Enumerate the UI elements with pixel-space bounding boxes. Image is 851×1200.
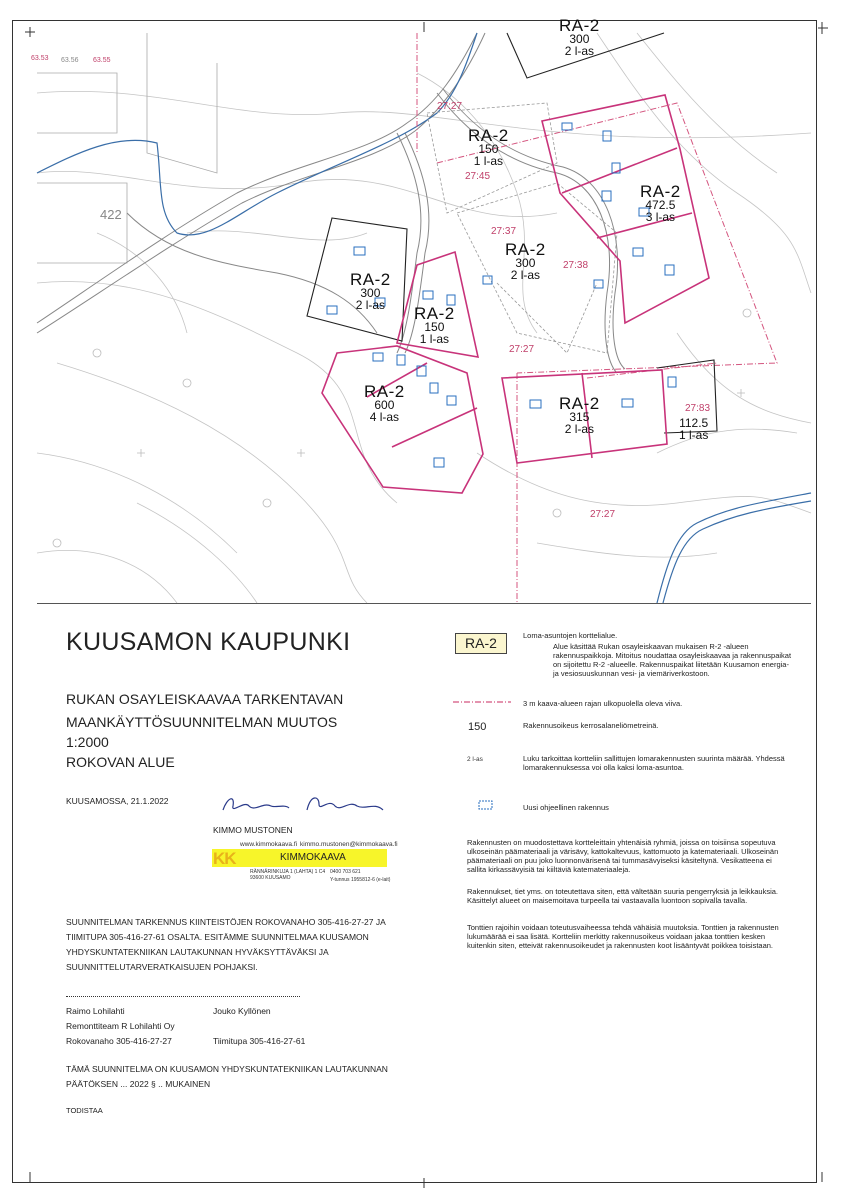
legend-units-sample: 2 l-as — [467, 756, 483, 763]
owner-2-property: Tiimitupa 305-416-27-61 — [213, 1036, 306, 1046]
parcel-code: 27:37 — [491, 226, 517, 237]
legend-area-sample: 150 — [468, 721, 487, 733]
zone-label[interactable]: RA-2 300 2 l-as — [350, 270, 391, 312]
map-area[interactable] — [31, 16, 811, 603]
company-name: KIMMOKAAVA — [280, 852, 346, 863]
elevation-2: 63.56 — [61, 57, 79, 64]
legend-ra2-title: Loma-asuntojen korttelialue. — [523, 631, 618, 640]
map-bottom-line — [37, 603, 811, 604]
note-3: Tonttien rajoihin voidaan toteutusvaiheessa tehdä vähäisiä muutoksia. Tonttien ja rakennusten lukumäärää ei saa lisätä. Kortteliin merkitty rakennusoikeus voidaan jakaa tonttien kesken kuitenkin siten, etteivät rakennusoikeudet ja rakennusten koot lisääntyvät poikkea toisistaan. — [467, 923, 779, 950]
company-address-2: 93600 KUUSAMO — [250, 875, 291, 881]
owner-1-property: Rokovanaho 305-416-27-27 — [66, 1036, 172, 1046]
statement-line-2: TIIMITUPA 305-416-27-61 OSALTA. ESITÄMME SUUNNITELMAA KUUSAMON — [66, 932, 369, 942]
company-logo: KK — [213, 849, 236, 868]
elevation-3: 63.55 — [93, 57, 111, 64]
owner-2-name: Jouko Kyllönen — [213, 1006, 271, 1016]
zone-label[interactable]: RA-2 150 1 l-as — [468, 126, 509, 168]
city-title: KUUSAMON KAUPUNKI — [66, 628, 351, 656]
plan-scale: 1:2000 — [66, 734, 109, 750]
zone-label[interactable]: RA-2 300 2 l-as — [559, 16, 600, 58]
zone-label[interactable]: RA-2 150 1 l-as — [414, 304, 455, 346]
legend-ra2-desc: Alue käsittää Rukan osayleiskaavan mukaisen R-2 -alueen rakennuspaikkoja. Mitoitus noudattaa osayleiskaavaa ja rakennuspaikat on sijoitettu R-2 -alueelle. Rakennuspaikat liitetään Kuusamon energia- ja vesiosuuskunnan vesi- ja viemäriverkostoon. — [553, 642, 792, 678]
approval-line-2: PÄÄTÖKSEN ... 2022 § .. MUKAINEN — [66, 1079, 211, 1089]
parcel-code: 27:45 — [465, 171, 491, 182]
approval-line-1: TÄMÄ SUUNNITELMA ON KUUSAMON YHDYSKUNTATEKNIIKAN LAUTAKUNNAN — [66, 1064, 388, 1074]
plan-title-line-2: MAANKÄYTTÖSUUNNITELMAN MUUTOS — [66, 714, 338, 730]
plan-title-line-1: RUKAN OSAYLEISKAAVAA TARKENTAVAN — [66, 691, 344, 707]
plan-area: ROKOVAN ALUE — [66, 754, 175, 770]
website[interactable]: www.kimmokaava.fi — [240, 841, 298, 848]
statement-line-4: SUUNNITTELUTARVERATKAISUJEN POHJAKSI. — [66, 962, 258, 972]
owner-1-name: Raimo Lohilahti — [66, 1006, 125, 1016]
zone-label[interactable]: RA-2 600 4 l-as — [364, 382, 405, 424]
signer-name: KIMMO MUSTONEN — [213, 825, 293, 835]
email[interactable]: kimmo.mustonen@kimmokaava.fi — [300, 841, 398, 848]
parcel-code: 27:27 — [509, 344, 535, 355]
elevation-1: 63.53 — [31, 55, 49, 62]
company-phone: 0400 703 621 — [330, 869, 361, 875]
parcel-code: 27:38 — [563, 260, 589, 271]
zone-label[interactable]: RA-2 300 2 l-as — [505, 240, 546, 282]
parcel-code: 27:27 — [590, 509, 616, 520]
signature — [215, 788, 385, 818]
plot-number-422: 422 — [100, 207, 122, 222]
note-1: Rakennusten on muodostettava kortteleittain yhtenäisiä ryhmiä, joissa on toisiinsa sopeutuva ulkoseinän päämateriaali ja värisävy, kattokaltevuus, kattomuoto ja katemateriaali. Ulkoseinän päämateriaali on puu joko luonnonvärisenä tai tummasävyiseksi käsiteltynä. Vesikatteena ei sallita kirkassävyisiä tai kiiltäviä katemateriaaleja. — [467, 838, 779, 874]
company-banner — [212, 849, 387, 867]
zone-label[interactable]: 112.5 1 l-as — [679, 416, 709, 442]
todistaa: TODISTAA — [66, 1106, 103, 1115]
legend-area-desc: Rakennusoikeus kerrosalaneliömetreinä. — [523, 721, 659, 730]
parcel-code: 27:27 — [437, 101, 463, 112]
note-2: Rakennukset, tiet yms. on toteutettava siten, että vältetään suuria pengerryksiä ja leikkauksia. Käsittelyt alueet on maisemoitava turpeella tai vastaavalla luontoon sopivalla tavalla. — [467, 887, 779, 905]
place-date: KUUSAMOSSA, 21.1.2022 — [66, 796, 169, 806]
statement-line-3: YHDYSKUNTATEKNIIKAN LAUTAKUNNAN HYVÄKSYTTÄVÄKSI JA — [66, 947, 329, 957]
legend-line-symbol — [453, 697, 513, 707]
zone-label[interactable]: RA-2 315 2 l-as — [559, 394, 600, 436]
owner-1-company: Remonttiteam R Lohilahti Oy — [66, 1021, 175, 1031]
company-ytunnus: Y-tunnus 1955812-6 (e-lait) — [330, 877, 391, 883]
zone-label[interactable]: RA-2 472.5 3 l-as — [640, 182, 681, 224]
statement-line-1: SUUNNITELMAN TARKENNUS KIINTEISTÖJEN ROKOVANAHO 305-416-27-27 JA — [66, 917, 386, 927]
signature-line — [66, 996, 300, 997]
legend-building-icon — [477, 799, 495, 811]
legend-ra2-symbol: RA-2 — [455, 633, 507, 654]
company-address-1: RÄNNÄRINKUJA 1 (LAHTA) 1 C4 — [250, 869, 326, 875]
legend-building-desc: Uusi ohjeellinen rakennus — [523, 803, 609, 812]
parcel-code: 27:83 — [685, 403, 711, 414]
legend-units-desc: Luku tarkoittaa kortteliin sallittujen lomarakennusten suurinta määrää. Yhdessä lomarakennuksessa voi olla kaksi loma-asuntoa. — [523, 754, 785, 772]
legend-line-desc: 3 m kaava-alueen rajan ulkopuolella oleva viiva. — [523, 699, 683, 708]
